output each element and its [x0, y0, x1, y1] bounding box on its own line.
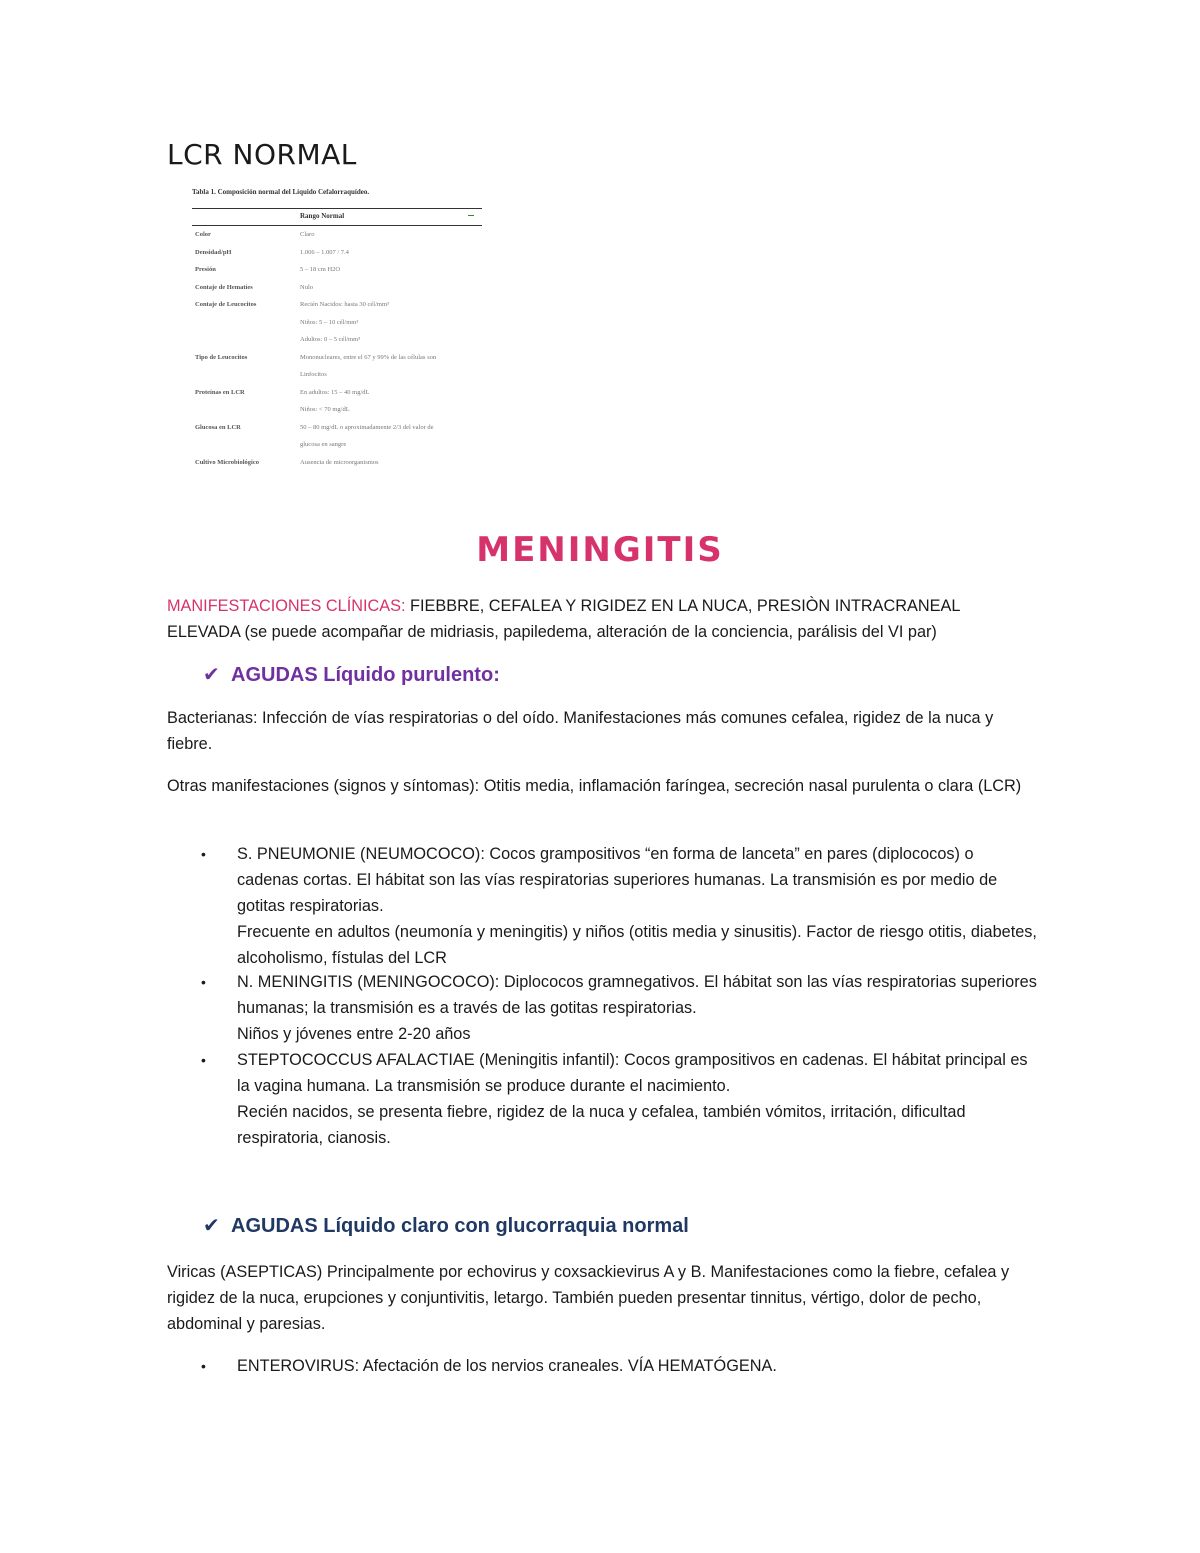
table-cell-value: Recién Nacidos: hasta 30 cél/mm³ [300, 301, 389, 308]
table-row [192, 454, 482, 472]
checkmark-icon: ✔ [203, 664, 220, 686]
lcr-composition-table [192, 188, 482, 471]
table-body [192, 226, 482, 471]
list-item-text: ENTEROVIRUS: Afectación de los nervios craneales. VÍA HEMATÓGENA. [237, 1357, 777, 1375]
checkmark-icon: ✔ [203, 1215, 220, 1237]
manifestaciones-text: FIEBBRE, CEFALEA Y RIGIDEZ EN LA NUCA, PRESIÒN INTRACRANEAL ELEVADA (se puede acompañar de midriasis, papiledema, alteración de la conciencia, parálisis del VI par) [167, 597, 960, 641]
table-cell-label: Contaje de Leucocitos [195, 301, 257, 308]
table-cell-value: 50 – 80 mg/dL o aproximadamente 2/3 del valor de [300, 423, 434, 431]
table-row [192, 314, 482, 332]
table-row [192, 366, 482, 384]
table-cell-label: Tipo de Leucocitos [195, 353, 248, 361]
manifestaciones-paragraph [167, 593, 1037, 645]
bullet-icon: • [201, 1358, 206, 1374]
table-cell-value: Linfocitos [300, 371, 327, 378]
list-item-text: Recién nacidos, se presenta fiebre, rigidez de la nuca y cefalea, también vómitos, irritación, dificultad respiratoria, cianosis. [237, 1103, 966, 1147]
section-purulento-title: AGUDAS Líquido purulento: [231, 664, 500, 686]
list-item-text: Frecuente en adultos (neumonía y meningitis) y niños (otitis media y sinusitis). Factor de riesgo otitis, diabetes, alcoholismo, fístulas del LCR [237, 923, 1037, 967]
table-cell-label: Presión [195, 266, 216, 273]
table-row [192, 244, 482, 262]
list-item [201, 1047, 1037, 1151]
table-cell-label: Cultivo Microbiológico [195, 458, 259, 466]
table-row [192, 296, 482, 314]
bullet-icon: • [201, 846, 206, 862]
table-cell-value: Nulo [300, 283, 313, 291]
table-cell-value: Adultos: 0 – 5 cél/mm³ [300, 336, 361, 343]
table-cell-value: 1.006 – 1.007 / 7.4 [300, 248, 349, 256]
manifestaciones-label: MANIFESTACIONES CLÍNICAS: [167, 597, 406, 615]
section-claro-heading [203, 1213, 689, 1238]
list-item-text: S. PNEUMONIE (NEUMOCOCO): Cocos grampositivos “en forma de lanceta” en pares (diplococos) o cadenas cortas. El hábitat son las vías respiratorias superiores humanas. La transmisión es por medio de gotitas respiratorias. [237, 845, 998, 915]
table-cell-value: Claro [300, 231, 315, 238]
bullet-icon: • [201, 974, 206, 990]
table-cell-value: En adultos: 15 – 40 mg/dL [300, 388, 370, 396]
table-row [192, 331, 482, 349]
table-cell-label: Glucosa en LCR [195, 423, 241, 431]
table-row [192, 279, 482, 297]
table-cell-label: Contaje de Hematíes [195, 283, 253, 291]
table-cell-value: Ausencia de microorganismos [300, 458, 379, 466]
table-cell-label: Densidad/pH [195, 248, 232, 256]
table-row [192, 436, 482, 454]
section-purulento-heading [203, 662, 500, 687]
table-row [192, 261, 482, 279]
viricas-paragraph: Viricas (ASEPTICAS) Principalmente por echovirus y coxsackievirus A y B. Manifestaciones como la fiebre, cefalea y rigidez de la nuca, erupciones y conjuntivitis, letargo. También pueden presentar tinnitus, vértigo, dolor de pecho, abdominal y paresias. [167, 1263, 1010, 1333]
table-cell-value: Niños: < 70 mg/dL [300, 406, 350, 413]
table-row [192, 226, 482, 244]
list-item [201, 969, 1037, 1047]
table-row [192, 419, 482, 437]
table-cell-value: Niños: 5 – 10 cél/mm³ [300, 318, 359, 326]
table-row [192, 384, 482, 402]
list-item-text: Niños y jóvenes entre 2-20 años [237, 1025, 471, 1043]
table-cell-value: glucosa en sangre [300, 441, 347, 448]
table-cell-value: Mononucleares, entre el 67 y 99% de las células son [300, 353, 437, 361]
list-item-text: N. MENINGITIS (MENINGOCOCO): Diplococos gramnegativos. El hábitat son las vías respiratorias superiores humanas; la transmisión es a través de las gotitas respiratorias. [237, 973, 1037, 1017]
table-header [192, 208, 482, 226]
otras-manifestaciones-paragraph: Otras manifestaciones (signos y síntomas): Otitis media, inflamación faríngea, secreción nasal purulenta o clara (LCR) [167, 777, 1022, 795]
bacterianas-paragraph: Bacterianas: Infección de vías respiratorias o del oído. Manifestaciones más comunes cefalea, rigidez de la nuca y fiebre. [167, 709, 994, 753]
table-cell-label: Proteínas en LCR [195, 388, 245, 396]
table-row [192, 349, 482, 367]
list-item [201, 841, 1037, 971]
table-caption: Tabla 1. Composición normal del Líquido Cefalorraquídeo. [192, 188, 370, 196]
table-header-label: Rango Normal [300, 212, 345, 220]
bullet-icon: • [201, 1052, 206, 1068]
table-cell-label: Color [195, 231, 211, 238]
list-item [201, 1353, 1037, 1379]
table-cell-value: 5 – 18 cm H2O [300, 266, 341, 273]
lcr-normal-heading: LCR NORMAL [167, 138, 357, 171]
section-claro-title: AGUDAS Líquido claro con glucorraquia normal [231, 1215, 689, 1237]
table-header-mark [468, 215, 474, 216]
meningitis-heading: MENINGITIS [476, 530, 724, 570]
table-row [192, 401, 482, 419]
list-item-text: STEPTOCOCCUS AFALACTIAE (Meningitis infantil): Cocos grampositivos en cadenas. El hábitat principal es la vagina humana. La transmisión se produce durante el nacimiento. [237, 1051, 1028, 1095]
